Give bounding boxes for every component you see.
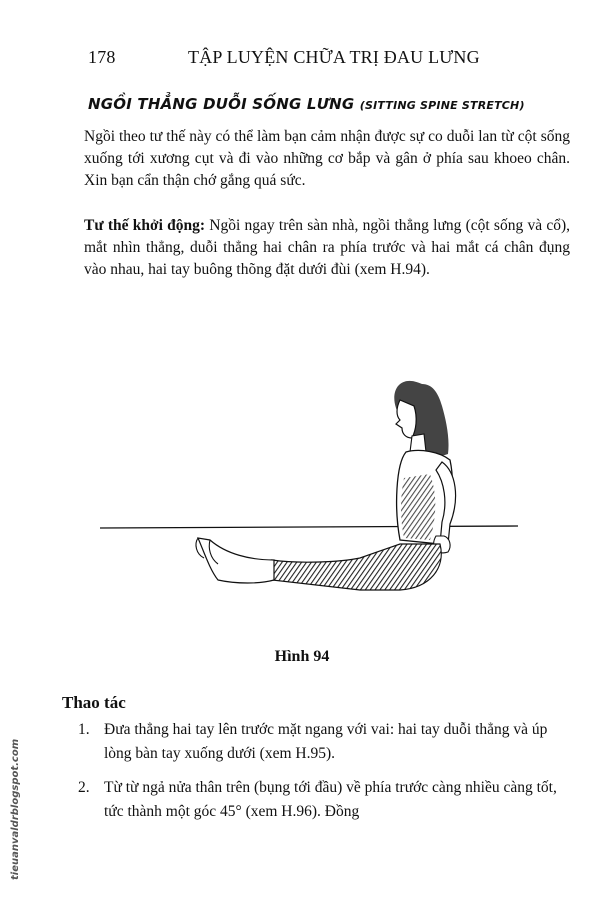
figure-illustration <box>100 368 530 608</box>
face <box>396 400 416 438</box>
running-title: TẬP LUYỆN CHỮA TRỊ ĐAU LƯNG <box>188 47 480 67</box>
step-text: Đưa thẳng hai tay lên trước mặt ngang với vai: hai tay duỗi thẳng và úp lòng bàn tay xuống dưới (xem H.95). <box>104 721 548 762</box>
operations-heading: Thao tác <box>62 693 126 712</box>
section-title-main: NGỒI THẲNG DUỖI SỐNG LƯNG <box>88 95 355 113</box>
starting-position-paragraph <box>84 215 570 281</box>
torso-shading <box>401 474 435 540</box>
watermark: tieuanvaldrblogspot.com <box>10 738 21 880</box>
neck <box>410 434 426 452</box>
starting-position-text: Ngồi ngay trên sàn nhà, ngồi thẳng lưng (cột sống và cổ), mắt nhìn thẳng, duỗi thẳng hai chân ra phía trước và hai mắt cá chân đụng vào nhau, hai tay buông thõng đặt dưới đùi (xem H.94). <box>84 217 570 278</box>
section-title <box>88 95 525 113</box>
seated-woman-illustration <box>100 368 530 608</box>
intro-paragraph: Ngồi theo tư thế này có thể làm bạn cảm nhận được sự co duỗi lan từ cột sống xuống tới xương cụt và đi vào những cơ bắp và gân ở phía sau khoeo chân. Xin bạn cẩn thận chớ gắng quá sức. <box>84 128 570 189</box>
list-item <box>62 776 562 824</box>
step-number: 1. <box>78 721 90 738</box>
step-number: 2. <box>78 779 90 796</box>
floor-line <box>100 526 518 528</box>
leggings <box>272 544 441 590</box>
starting-position-label: Tư thế khởi động: <box>84 217 206 234</box>
section-title-english: (SITTING SPINE STRETCH) <box>359 99 525 112</box>
operations-list <box>62 718 562 834</box>
step-text: Từ từ ngả nửa thân trên (bụng tới đầu) về phía trước càng nhiều càng tốt, tức thành một góc 45° (xem H.96). Đồng <box>104 779 557 820</box>
list-item <box>62 718 562 766</box>
page-number: 178 <box>88 47 116 67</box>
figure-caption: Hình 94 <box>274 648 330 665</box>
